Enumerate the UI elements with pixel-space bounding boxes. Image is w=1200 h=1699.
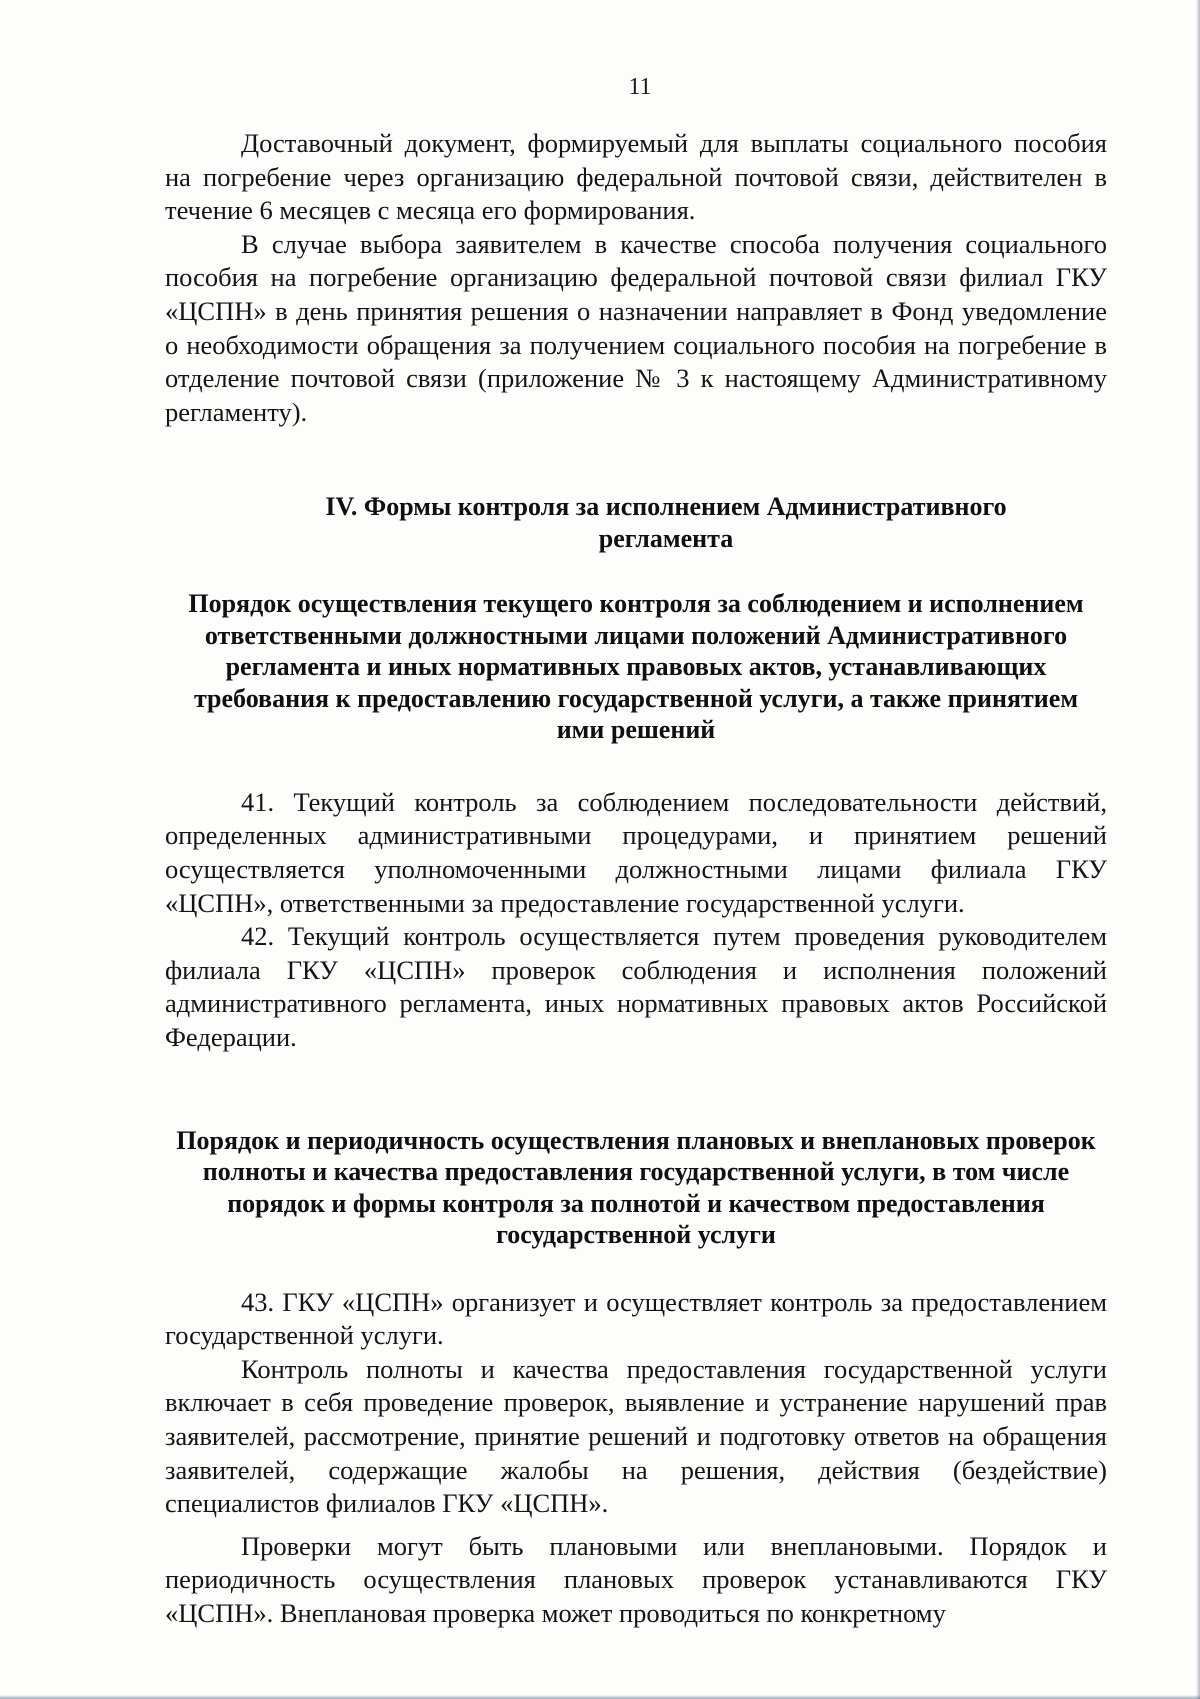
- document-body: [165, 127, 1107, 1631]
- subsection-heading-current-control: Порядок осуществления текущего контроля за соблюдением и исполнением ответственными должностными лицами положений Административного регламента и иных нормативных правовых актов, устанавливающих требования к предоставлению государственной услуги, а также принятием ими решений: [188, 589, 1084, 745]
- paragraph-42: 42. Текущий контроль осуществляется путем проведения руководителем филиала ГКУ «ЦСПН» проверок соблюдения и исполнения положений административного регламента, иных нормативных правовых актов Российской Федерации.: [165, 921, 1107, 1052]
- paragraph-43: 43. ГКУ «ЦСПН» организует и осуществляет контроль за предоставлением государственной услуги.: [165, 1286, 1107, 1351]
- page-number: 11: [628, 74, 652, 100]
- scan-edge-right: [1196, 0, 1200, 1699]
- section-heading-iv: IV. Формы контроля за исполнением Административного регламента: [325, 492, 1007, 553]
- paragraph-quality-control: Контроль полноты и качества предоставления государственной услуги включает в себя проведение проверок, выявление и устранение нарушений прав заявителей, рассмотрение, принятие решений и подготовку ответов на обращения заявителей, содержащие жалобы на решения, действия (бездействие) специалистов филиалов ГКУ «ЦСПН».: [165, 1353, 1107, 1519]
- paragraph-inspection-types: Проверки могут быть плановыми или внеплановыми. Порядок и периодичность осуществления плановых проверок устанавливаются ГКУ «ЦСПН». Внеплановая проверка может проводиться по конкретному: [165, 1530, 1107, 1628]
- scan-edge-bottom: [0, 1695, 1200, 1699]
- paragraph-postal-choice: В случае выбора заявителем в качестве способа получения социального пособия на погребение организацию федеральной почтовой связи филиал ГКУ «ЦСПН» в день принятия решения о назначении направляет в Фонд уведомление о необходимости обращения за получением социального пособия на погребение в отделение почтовой связи (приложение № 3 к настоящему Административному регламенту).: [165, 228, 1107, 427]
- subsection-heading-inspections: Порядок и периодичность осуществления плановых и внеплановых проверок полноты и качества предоставления государственной услуги, в том числе порядок и формы контроля за полнотой и качеством предоставления государственной услуги: [176, 1125, 1096, 1250]
- paragraph-41: 41. Текущий контроль за соблюдением последовательности действий, определенных административными процедурами, и принятием решений осуществляется уполномоченными должностными лицами филиала ГКУ «ЦСПН», ответственными за предоставление государственной услуги.: [165, 786, 1107, 918]
- paragraph-delivery-document: Доставочный документ, формируемый для выплаты социального пособия на погребение через организацию федеральной почтовой связи, действителен в течение 6 месяцев с месяца его формирования.: [165, 128, 1107, 226]
